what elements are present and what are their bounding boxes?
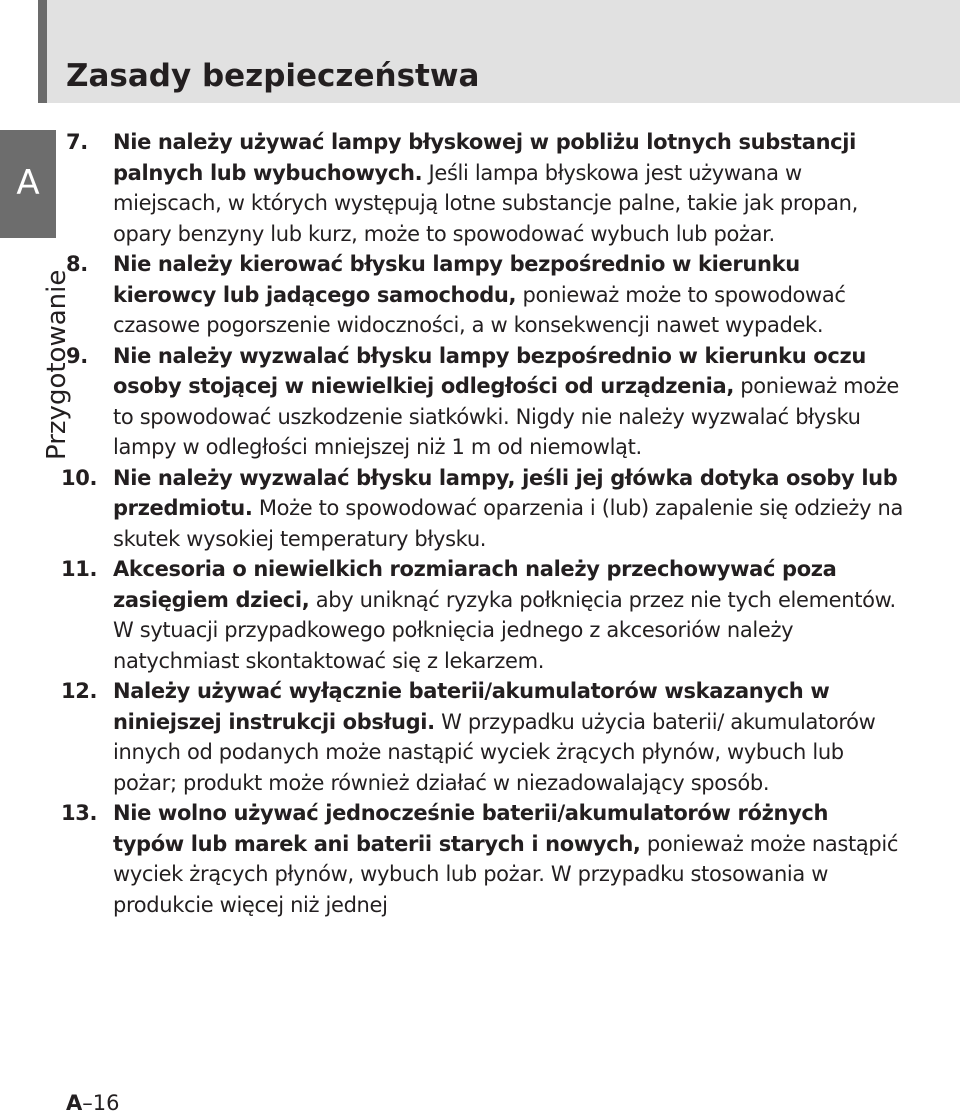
item-number: 13. [61, 801, 98, 825]
page-number-suffix: –16 [82, 1091, 120, 1115]
item-text: ponieważ może to spowodować czasowe pogorszenie widoczności, a w konsekwencji nawet wypadek. [113, 282, 846, 337]
header-accent-bar [38, 0, 47, 103]
list-item [0, 249, 903, 341]
item-number: 11. [61, 557, 98, 581]
section-label: Przygotowanie [42, 269, 72, 460]
item-text: W przypadku użycia baterii/ akumulatorów innych od podanych może nastąpić wyciek żrących płynów, wybuch lub pożar; produkt może również działać w niezadowalający sposób. [113, 709, 876, 795]
item-heading: Nie należy kierować błysku lampy bezpośrednio w kierunku kierowcy lub jadącego samochodu, [113, 252, 800, 307]
list-item [0, 676, 903, 798]
item-text: Jeśli lampa błyskowa jest używana w miejscach, w których występują lotne substancje palne, takie jak propan, opary benzyny lub kurz, może to spowodować wybuch lub pożar. [113, 160, 858, 246]
item-heading: Nie wolno używać jednocześnie baterii/akumulatorów różnych typów lub marek ani baterii starych i nowych, [113, 801, 829, 856]
page-number [66, 1088, 120, 1118]
item-text: ponieważ może nastąpić wyciek żrących płynów, wybuch lub pożar. W przypadku stosowania w produkcie więcej niż jednej [113, 831, 899, 917]
item-number: 8. [66, 252, 88, 276]
item-text: ponieważ może to spowodować uszkodzenie siatkówki. Nigdy nie należy wyzwalać błysku lampy w odległości mniejszej niż 1 m od niemowląt. [113, 374, 899, 459]
item-number: 7. [66, 130, 88, 154]
list-item [0, 798, 903, 920]
item-heading: Nie należy wyzwalać błysku lampy, jeśli jej główka dotyka osoby lub przedmiotu. [113, 465, 898, 520]
list-item [0, 127, 903, 249]
item-heading: Nie należy używać lampy błyskowej w pobliżu lotnych substancji palnych lub wybuchowych. [113, 130, 856, 185]
safety-list [0, 127, 960, 920]
list-item [0, 341, 903, 463]
item-heading: Należy używać wyłącznie baterii/akumulatorów wskazanych w niniejszej instrukcji obsługi. [113, 679, 830, 734]
item-number: 10. [61, 465, 98, 490]
page-number-prefix: A [66, 1091, 83, 1115]
chapter-tab-letter: A [16, 163, 40, 203]
item-text: aby uniknąć ryzyka połknięcia przez nie tych elementów. W sytuacji przypadkowego połknięcia jednego z akcesoriów należy natychmiast skontaktować się z lekarzem. [113, 587, 896, 673]
item-number: 9. [66, 343, 88, 368]
list-item [0, 554, 903, 676]
item-text: Może to spowodować oparzenia i (lub) zapalenie się odzieży na skutek wysokiej temperatury błysku. [113, 496, 903, 551]
item-number: 12. [61, 679, 98, 703]
item-heading: Nie należy wyzwalać błysku lampy bezpośrednio w kierunku oczu osoby stojącej w niewielkiej odległości od urządzenia, [113, 343, 866, 398]
item-heading: Akcesoria o niewielkich rozmiarach należy przechowywać poza zasięgiem dzieci, [113, 557, 837, 612]
list-item [0, 463, 903, 555]
page-title: Zasady bezpieczeństwa [66, 58, 480, 94]
